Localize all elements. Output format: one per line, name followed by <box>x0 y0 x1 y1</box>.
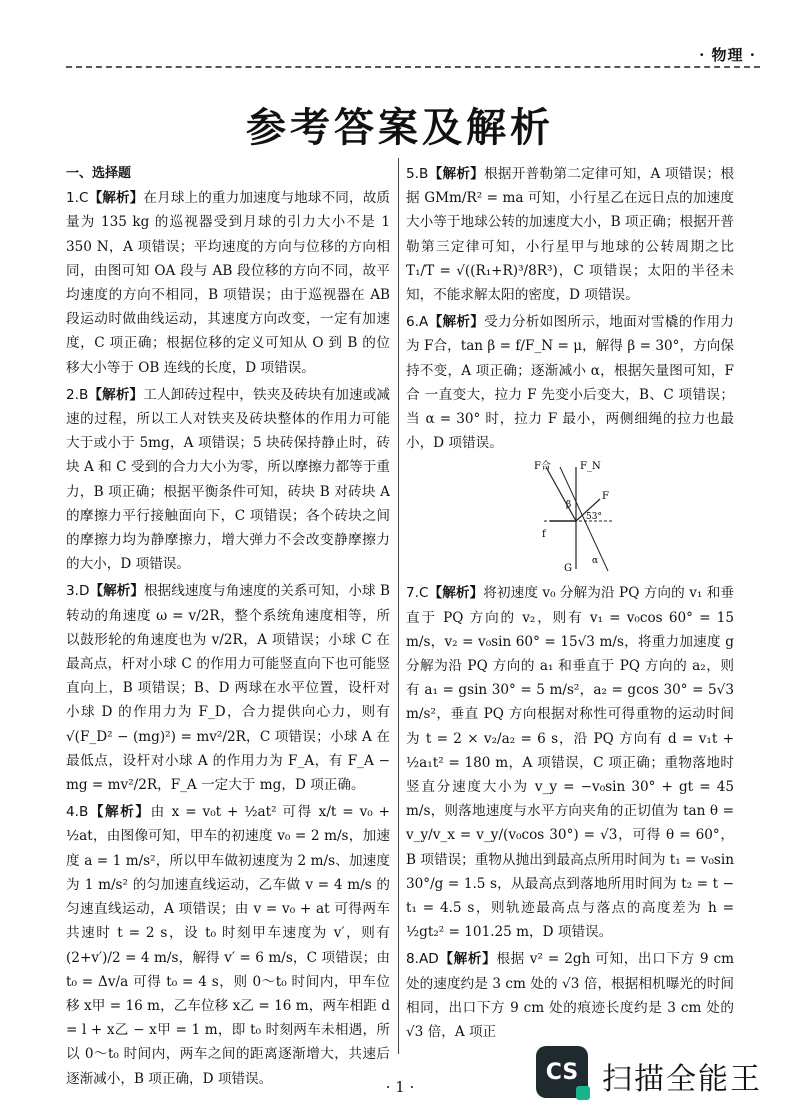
page-number: · 1 · <box>385 1078 415 1096</box>
label-g: G <box>564 563 572 575</box>
page-title: 参考答案及解析 <box>246 105 554 151</box>
answer-item: 3.D【解析】根据线速度与角速度的关系可知，小球 B 转动的角速度 ω = v/2R，整个系统角速度相等，所以鼓形轮的角速度也为 v/2R，A 项错误；小球 C 在最高点，杆对小球 C 的作用力可能竖直向下也可能竖直向上，B 项错误；B、D 两球在水平位置，设杆对小球 D 的作用力为 F_D，合力提供向心力，则有 √(F_D² − (mg)²) = mv²/2R，C 项错误；小球 A 在最低点，设杆对小球 A 的作用力为 F_A，有 F_A − mg = mv²/2R，F_A 一定大于 mg，D 项正确。 <box>66 583 390 794</box>
section-heading: 一、选择题 <box>66 166 132 181</box>
label-fn: F_N <box>580 461 601 473</box>
answer-item: 5.B【解析】根据开普勒第二定律可知，A 项错误；根据 GMm/R² = ma 可知，小行星乙在远日点的加速度大小等于地球公转的加速度大小，B 项正确；根据开普勒第三定律可知，小行星甲与地球的公转周期之比 T₁/T = √((R₁+R)³/8R³)，C 项错误；太阳的半径未知，不能求解太阳的密度，D 项错误。 <box>406 166 735 304</box>
label-alpha: α <box>592 556 599 567</box>
force-diagram <box>530 459 620 577</box>
scanner-logo: CS <box>536 1046 588 1098</box>
answer-item: 6.A【解析】受力分析如图所示，地面对雪橇的作用力为 F合，tan β = f/F_N = μ，解得 β = 30°，方向保持不变，A 项正确；逐渐减小 α，根据矢量图可知，F合 一直变大，拉力 F 先变小后变大，B、C 项错误；当 α = 30° 时，拉力 F 最小，两侧细绳的拉力也最小，D 项错误。 <box>406 314 735 452</box>
label-beta: β <box>566 500 572 511</box>
scanner-watermark-text: 扫描全能王 <box>602 1062 762 1097</box>
label-angle: 53° <box>586 512 602 523</box>
label-f: F <box>602 491 609 503</box>
left-column <box>66 162 390 1094</box>
label-friction: f <box>542 529 546 541</box>
subject-label: · 物理 · <box>699 46 756 64</box>
right-column <box>406 162 734 1047</box>
label-f-resultant: F合 <box>534 461 551 473</box>
answer-item: 2.B【解析】工人卸砖过程中，铁夹及砖块有加速或减速的过程，所以工人对铁夹及砖块整体的作用力可能大于或小于 5mg，A 项错误；5 块砖保持静止时，砖块 A 和 C 受到的合力大小为零，所以摩擦力都等于重力，B 项正确；根据平衡条件可知，砖块 B 对砖块 A 的摩擦力平行接触面向下，C 项错误；各个砖块之间的摩擦力均为静摩擦力，增大弹力不会改变静摩擦力的大小，D 项错误。 <box>66 386 391 573</box>
header-rule <box>66 66 760 68</box>
answer-item: 8.AD【解析】根据 v² = 2gh 可知，出口下方 9 cm 处的速度约是 3 cm 处的 √3 倍，根据相机曝光的时间相同，出口下方 9 cm 处的痕迹长度约是 3 cm 处的 √3 倍，A 项正 <box>406 951 735 1041</box>
resultant-arrow <box>546 467 576 521</box>
column-divider <box>398 158 399 1054</box>
answer-item: 7.C【解析】将初速度 v₀ 分解为沿 PQ 方向的 v₁ 和垂直于 PQ 方向的 v₂，则有 v₁ = v₀cos 60° = 15 m/s，v₂ = v₀sin 60° = 15√3 m/s，将重力加速度 g 分解为沿 PQ 方向的 a₁ 和垂直于 PQ 方向的 a₂，则有 a₁ = gsin 30° = 5 m/s²，a₂ = gcos 30° = 5√3 m/s²，垂直 PQ 方向根据对称性可得重物的运动时间为 t = 2 × v₂/a₂ = 6 s，沿 PQ 方向有 d = v₁t + ½a₁t² = 180 m，A 项错误，C 项正确；重物落地时竖直分速度大小为 v_y = −v₀sin 30° + gt = 45 m/s，则落地速度与水平方向夹角的正切值为 tan θ = v_y/v_x = v_y/(v₀cos 30°) = √3，可得 θ = 60°，B 项错误；重物从抛出到最高点所用时间为 t₁ = v₀sin 30°/g = 1.5 s，从最高点到落地所用时间为 t₂ = t − t₁ = 4.5 s，则轨迹最高点与落点的高度差为 h = ½gt₂² = 101.25 m，D 项错误。 <box>406 585 735 941</box>
answer-item: 1.C【解析】在月球上的重力加速度与地球不同，故质量为 135 kg 的巡视器受到月球的引力大小不是 1 350 N，A 项错误；平均速度的方向与位移的方向相同，由图可知 OA 段与 AB 段位移的方向不同，故平均速度的方向不相同，B 项错误；由于巡视器在 AB 段运动时做曲线运动，其速度方向改变，一定有加速度，C 项正确；根据位移的定义可知从 O 到 B 的位移大小等于 OB 连线的长度，D 项错误。 <box>66 190 391 376</box>
answer-item: 4.B【解析】由 x = v₀t + ½at² 可得 x/t = v₀ + ½at，由图像可知，甲车的初速度 v₀ = 2 m/s，加速度 a = 1 m/s²，所以甲车做初速度为 2 m/s、加速度为 1 m/s² 的匀加速直线运动，乙车做 v = 4 m/s 的匀速直线运动，A 项错误；由 v = v₀ + at 可得两车共速时 t = 2 s，设 t₀ 时刻甲车速度为 v′，则有 (2+v′)/2 = 4 m/s，解得 v′ = 6 m/s，C 项错误；由 t₀ = Δv/a 可得 t₀ = 4 s，则 0～t₀ 时间内，甲车位移 x甲 = 16 m，乙车位移 x乙 = 16 m，两车相距 d = l + x乙 − x甲 = 1 m，即 t₀ 时刻两车未相遇，所以 0～t₀ 时间内，两车之间的距离逐渐增大，共速后逐渐减小，B 项正确，D 项错误。 <box>66 804 391 1087</box>
